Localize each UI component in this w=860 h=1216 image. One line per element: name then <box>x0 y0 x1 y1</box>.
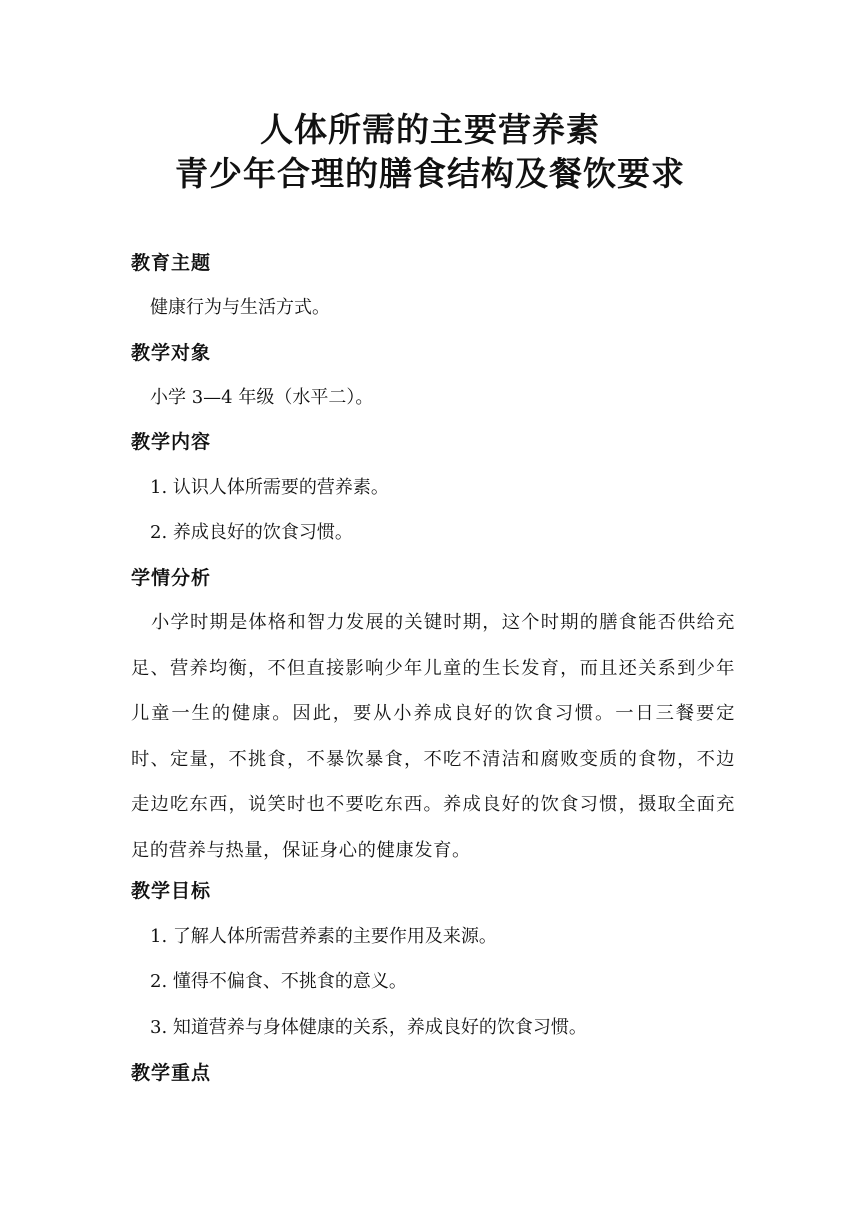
section-heading-audience: 教学对象 <box>131 342 212 364</box>
list-item-goals-3: 3. 知道营养与身体健康的关系，养成良好的饮食习惯。 <box>150 1017 587 1038</box>
document-title-line2: 青少年合理的膳食结构及餐饮要求 <box>175 154 685 193</box>
section-heading-focus: 教学重点 <box>131 1062 212 1084</box>
section-paragraph-analysis: 小学时期是体格和智力发展的关键时期，这个时期的膳食能否供给充足、营养均衡，不但直接影响少年儿童的生长发育，而且还关系到少年儿童一生的健康。因此，要从小养成良好的饮食习惯。一日三餐要定时、定量，不挑食，不暴饮暴食，不吃不清洁和腐败变质的食物，不边走边吃东西，说笑时也不要吃东西。养成良好的饮食习惯，摄取全面充足的营养与热量，保证身心的健康发育。 <box>131 612 735 861</box>
list-item-goals-2: 2. 懂得不偏食、不挑食的意义。 <box>150 971 407 992</box>
section-heading-content: 教学内容 <box>131 431 212 453</box>
section-heading-analysis: 学情分析 <box>131 567 212 589</box>
document-title-line1: 人体所需的主要营养素 <box>260 110 600 149</box>
section-text-theme: 健康行为与生活方式。 <box>150 297 330 318</box>
section-heading-theme: 教育主题 <box>131 252 212 274</box>
section-text-audience: 小学 3—4 年级（水平二）。 <box>150 387 374 408</box>
section-heading-goals: 教学目标 <box>131 880 212 902</box>
list-item-content-2: 2. 养成良好的饮食习惯。 <box>150 522 353 543</box>
list-item-content-1: 1. 认识人体所需要的营养素。 <box>150 477 389 498</box>
list-item-goals-1: 1. 了解人体所需营养素的主要作用及来源。 <box>150 926 497 947</box>
